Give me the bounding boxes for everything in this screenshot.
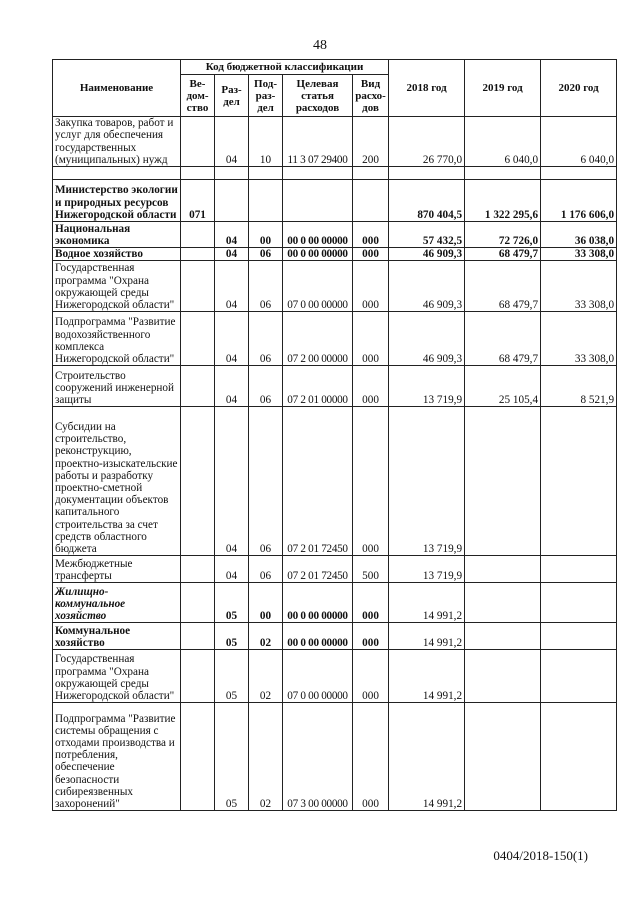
row-vedomstvo [181,312,215,366]
row-vedomstvo: 071 [181,180,215,222]
row-2018: 46 909,3 [389,248,465,261]
row-celevaya-statya: 07 2 01 72450 [283,556,353,583]
row-celevaya-statya [283,167,353,180]
budget-table [52,59,617,811]
row-name [53,167,181,180]
row-name: Государственная программа "Охрана окружающей среды Нижегородской области" [53,261,181,312]
row-2019: 68 479,7 [465,312,541,366]
row-razdel: 05 [215,650,249,703]
row-vid-rashodov [353,180,389,222]
row-name: Водное хозяйство [53,248,181,261]
row-vedomstvo [181,366,215,407]
row-celevaya-statya: 00 0 00 00000 [283,248,353,261]
row-podrazdel: 00 [249,222,283,248]
row-vedomstvo [181,117,215,167]
row-2018: 26 770,0 [389,117,465,167]
row-2018: 57 432,5 [389,222,465,248]
row-name: Жилищно-коммунальное хозяйство [53,583,181,623]
row-vid-rashodov: 000 [353,222,389,248]
table-row [53,180,617,222]
table-row [53,556,617,583]
row-razdel [215,180,249,222]
row-vid-rashodov: 200 [353,117,389,167]
row-vid-rashodov: 000 [353,623,389,650]
row-podrazdel: 00 [249,583,283,623]
document-code: 0404/2018-150(1) [493,848,588,863]
row-2019: 72 726,0 [465,222,541,248]
row-podrazdel: 06 [249,366,283,407]
row-2018: 14 991,2 [389,650,465,703]
row-razdel: 04 [215,248,249,261]
row-2019: 25 105,4 [465,366,541,407]
row-name: Подпрограмма "Развитие водохозяйственного комплекса Нижегородской области" [53,312,181,366]
row-podrazdel [249,167,283,180]
header-2020: 2020 год [541,60,617,117]
row-2019 [465,167,541,180]
row-2020 [541,167,617,180]
row-2019 [465,583,541,623]
header-2019: 2019 год [465,60,541,117]
row-vedomstvo [181,583,215,623]
row-celevaya-statya: 07 2 01 72450 [283,407,353,556]
table-row [53,366,617,407]
row-podrazdel: 06 [249,407,283,556]
row-2019: 68 479,7 [465,261,541,312]
row-2020: 1 176 606,0 [541,180,617,222]
header-name: Наименование [53,60,181,117]
row-vid-rashodov: 000 [353,261,389,312]
row-vedomstvo [181,623,215,650]
table-row [53,117,617,167]
row-name: Национальная экономика [53,222,181,248]
row-2020 [541,623,617,650]
header-vedomstvo: Ве-дом-ство [181,75,215,117]
row-2018: 46 909,3 [389,261,465,312]
row-podrazdel: 10 [249,117,283,167]
row-razdel [215,167,249,180]
row-2020: 33 308,0 [541,248,617,261]
row-2018: 870 404,5 [389,180,465,222]
row-2018: 14 991,2 [389,623,465,650]
row-podrazdel: 02 [249,703,283,811]
row-2019 [465,556,541,583]
row-2020 [541,650,617,703]
table-row [53,407,617,556]
row-vedomstvo [181,248,215,261]
table-row [53,703,617,811]
row-2020: 6 040,0 [541,117,617,167]
row-name: Закупка товаров, работ и услуг для обеспечения государственных (муниципальных) нужд [53,117,181,167]
row-vedomstvo [181,407,215,556]
row-2020 [541,556,617,583]
header-podrazdel: Под-раз-дел [249,75,283,117]
table-row [53,623,617,650]
row-name: Строительство сооружений инженерной защиты [53,366,181,407]
row-razdel: 04 [215,312,249,366]
row-vedomstvo [181,261,215,312]
row-razdel: 05 [215,623,249,650]
row-2019 [465,407,541,556]
row-vedomstvo [181,703,215,811]
row-celevaya-statya [283,180,353,222]
header-classification: Код бюджетной классификации [181,60,389,75]
row-celevaya-statya: 07 0 00 00000 [283,261,353,312]
row-2019: 1 322 295,6 [465,180,541,222]
row-celevaya-statya: 07 3 00 00000 [283,703,353,811]
page-number: 48 [313,38,327,53]
row-2018: 46 909,3 [389,312,465,366]
row-name: Субсидии на строительство, реконструкцию, проектно-изыскательские работы и разработку проектно-сметной документации объектов капитального строительства за счет средств областного бюджета [53,407,181,556]
row-razdel: 04 [215,117,249,167]
row-2018: 14 991,2 [389,583,465,623]
row-2020: 36 038,0 [541,222,617,248]
header-2018: 2018 год [389,60,465,117]
row-celevaya-statya: 11 3 07 29400 [283,117,353,167]
row-celevaya-statya: 00 0 00 00000 [283,583,353,623]
row-vid-rashodov: 000 [353,703,389,811]
row-2020: 8 521,9 [541,366,617,407]
row-2018: 13 719,9 [389,556,465,583]
row-name: Подпрограмма "Развитие системы обращения с отходами производства и потребления, обеспечение безопасности сибиреязвенных захоронений" [53,703,181,811]
row-podrazdel: 02 [249,623,283,650]
row-podrazdel: 06 [249,261,283,312]
row-razdel: 04 [215,556,249,583]
row-podrazdel: 06 [249,248,283,261]
row-2020 [541,583,617,623]
row-vid-rashodov: 000 [353,650,389,703]
row-name: Коммунальное хозяйство [53,623,181,650]
row-vedomstvo [181,222,215,248]
row-2019 [465,650,541,703]
table-row [53,650,617,703]
row-celevaya-statya: 00 0 00 00000 [283,222,353,248]
table-row-spacer [53,167,617,180]
row-podrazdel: 06 [249,556,283,583]
row-vid-rashodov: 000 [353,407,389,556]
row-vid-rashodov: 500 [353,556,389,583]
row-2018: 14 991,2 [389,703,465,811]
row-razdel: 05 [215,703,249,811]
row-2018: 13 719,9 [389,366,465,407]
row-vedomstvo [181,650,215,703]
row-razdel: 04 [215,222,249,248]
row-2019: 6 040,0 [465,117,541,167]
row-razdel: 04 [215,261,249,312]
row-razdel: 04 [215,407,249,556]
row-2020: 33 308,0 [541,312,617,366]
header-razdel: Раз-дел [215,75,249,117]
row-vid-rashodov: 000 [353,312,389,366]
row-vid-rashodov: 000 [353,366,389,407]
row-2018: 13 719,9 [389,407,465,556]
row-2019: 68 479,7 [465,248,541,261]
row-celevaya-statya: 07 2 01 00000 [283,366,353,407]
row-2020: 33 308,0 [541,261,617,312]
row-name: Министерство экологии и природных ресурсов Нижегородской области [53,180,181,222]
row-razdel: 04 [215,366,249,407]
row-podrazdel: 06 [249,312,283,366]
header-vid-rashodov: Вид расхо-дов [353,75,389,117]
table-row [53,248,617,261]
row-name: Государственная программа "Охрана окружающей среды Нижегородской области" [53,650,181,703]
table-row [53,583,617,623]
row-2019 [465,623,541,650]
row-vid-rashodov [353,167,389,180]
row-podrazdel: 02 [249,650,283,703]
row-vedomstvo [181,167,215,180]
row-2018 [389,167,465,180]
row-celevaya-statya: 00 0 00 00000 [283,623,353,650]
row-vid-rashodov: 000 [353,583,389,623]
table-row [53,222,617,248]
row-name: Межбюджетные трансферты [53,556,181,583]
row-celevaya-statya: 07 0 00 00000 [283,650,353,703]
header-celevaya-statya: Целевая статья расходов [283,75,353,117]
row-2020 [541,407,617,556]
row-razdel: 05 [215,583,249,623]
row-2020 [541,703,617,811]
row-celevaya-statya: 07 2 00 00000 [283,312,353,366]
row-vedomstvo [181,556,215,583]
row-vid-rashodov: 000 [353,248,389,261]
row-podrazdel [249,180,283,222]
table-row [53,261,617,312]
table-row [53,312,617,366]
row-2019 [465,703,541,811]
header-row-group [53,60,617,75]
